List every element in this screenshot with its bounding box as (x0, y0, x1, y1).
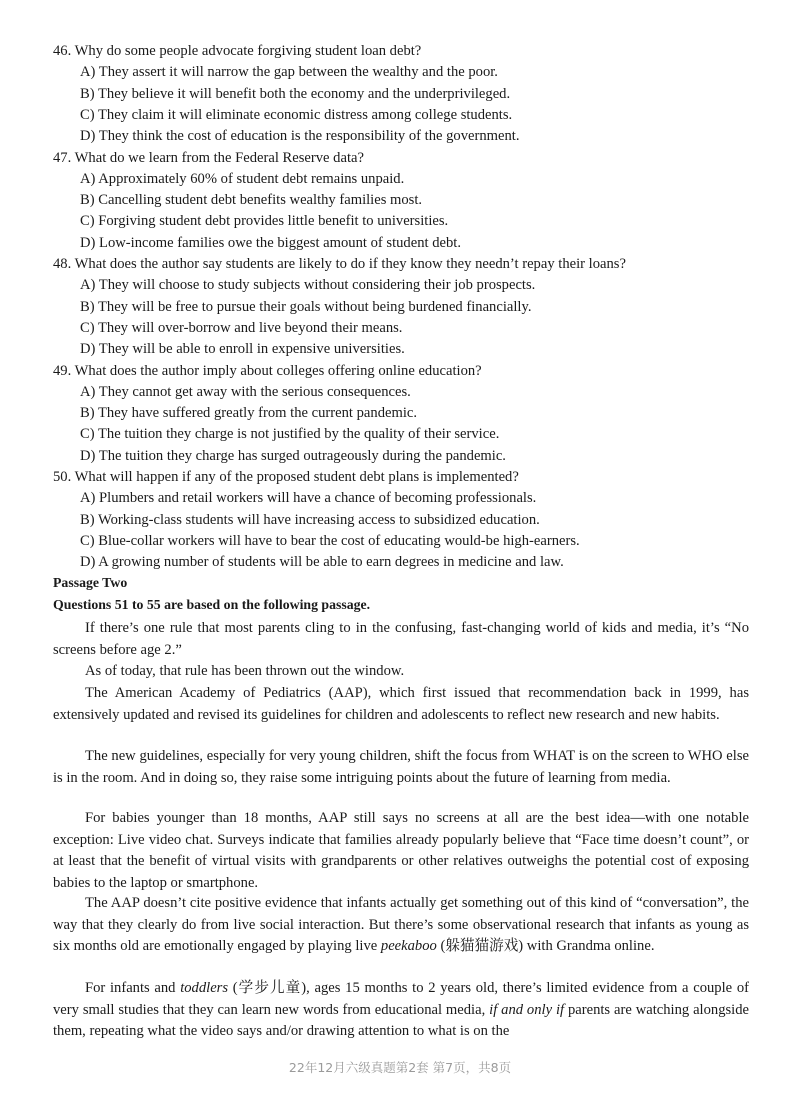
question-stem: 48. What does the author say students are likely to do if they know they needn’t repay their loans? (53, 256, 626, 272)
option-b: B) Working-class students will have increasing access to subsidized education. (80, 511, 540, 528)
option-c: C) They claim it will eliminate economic distress among college students. (80, 106, 513, 123)
option-d: D) They will be able to enroll in expensive universities. (80, 341, 405, 358)
emphasis-toddlers: toddlers (180, 980, 229, 996)
emphasis-peekaboo: peekaboo (380, 938, 437, 955)
paragraph-2: As of today, that rule has been thrown out the window. (85, 663, 405, 679)
option-d: D) The tuition they charge has surged outrageously during the pandemic. (80, 447, 506, 464)
option-a: A) Approximately 60% of student debt remains unpaid. (80, 170, 405, 187)
question-stem: 47. What do we learn from the Federal Reserve data? (53, 149, 364, 166)
question-50 (0, 467, 800, 573)
option-b: B) They believe it will benefit both the economy and the underprivileged. (80, 85, 511, 102)
question-49 (0, 361, 800, 467)
option-a: A) They cannot get away with the serious consequences. (80, 383, 411, 400)
option-a: A) They assert it will narrow the gap between the wealthy and the poor. (80, 64, 498, 81)
paragraph-3: The American Academy of Pediatrics (AAP), which first issued that recommendation back in 1999, has extensively updated and revised its guidelines for children and adolescents to reflect new research and new habits. (53, 685, 749, 723)
paragraph-7: For infants and toddlers (学步儿童), ages 15 months to 2 years old, there’s limited evidence from a couple of very small studies that they can learn new words from educational media, if and only if parents are watching alongside them, repeating what the video says and/or drawing attention to what is on the (53, 980, 750, 1040)
paragraph-1: If there’s one rule that most parents cling to in the confusing, fast-changing world of kids and media, it’s “No screens before age 2.” (53, 620, 749, 658)
question-stem: 49. What does the author imply about colleges offering online education? (53, 362, 482, 379)
option-a: A) Plumbers and retail workers will have a chance of becoming professionals. (80, 490, 537, 507)
option-c: C) Forgiving student debt provides little benefit to universities. (80, 213, 449, 230)
question-stem: 46. Why do some people advocate forgiving student loan debt? (53, 43, 422, 59)
option-b: B) They will be free to pursue their goals without being burdened financially. (80, 298, 532, 315)
emphasis-if-and-only-if: if and only if (489, 1001, 565, 1018)
passage-instruction: Questions 51 to 55 are based on the following passage. (53, 597, 371, 612)
option-a: A) They will choose to study subjects without considering their job prospects. (80, 277, 536, 294)
paragraph-4: The new guidelines, especially for very young children, shift the focus from WHAT is on the screen to WHO else is in the room. And in doing so, they raise some intriguing points about the future of learning from media. (53, 748, 749, 786)
option-c: C) They will over-borrow and live beyond their means. (80, 319, 403, 336)
option-b: B) They have suffered greatly from the current pandemic. (80, 405, 418, 422)
option-c: C) The tuition they charge is not justified by the quality of their service. (80, 426, 500, 443)
question-stem: 50. What will happen if any of the proposed student debt plans is implemented? (53, 469, 519, 485)
passage-title: Passage Two (53, 575, 128, 590)
option-d: D) A growing number of students will be able to earn degrees in medicine and law. (80, 554, 564, 571)
question-48 (0, 254, 800, 360)
option-c: C) Blue-collar workers will have to bear the cost of educating would-be high-earners. (80, 532, 580, 549)
paragraph-5: For babies younger than 18 months, AAP still says no screens at all are the best idea—with one notable exception: Live video chat. Surveys indicate that families already popularly believe that “Face time doesn’t count”, or at least that the benefit of virtual visits with grandparents or other relatives outweighs the potential cost of exposing babies to the laptop or smartphone. (53, 810, 749, 891)
option-d: D) They think the cost of education is the responsibility of the government. (80, 128, 520, 145)
paragraph-6: The AAP doesn’t cite positive evidence that infants actually get something out of this kind of “conversation”, the way that they clearly do from live social interaction. But there’s some observational research that infants as young as six months old are emotionally engaged by playing live peekaboo (躲猫猫游戏) with Grandma online. (53, 895, 749, 955)
question-46 (0, 41, 800, 147)
option-b: B) Cancelling student debt benefits wealthy families most. (80, 192, 423, 209)
question-47 (0, 148, 800, 254)
option-d: D) Low-income families owe the biggest amount of student debt. (80, 234, 461, 251)
page-footer: 22年12月六级真题第2套 第7页，共8页 (288, 1060, 512, 1075)
